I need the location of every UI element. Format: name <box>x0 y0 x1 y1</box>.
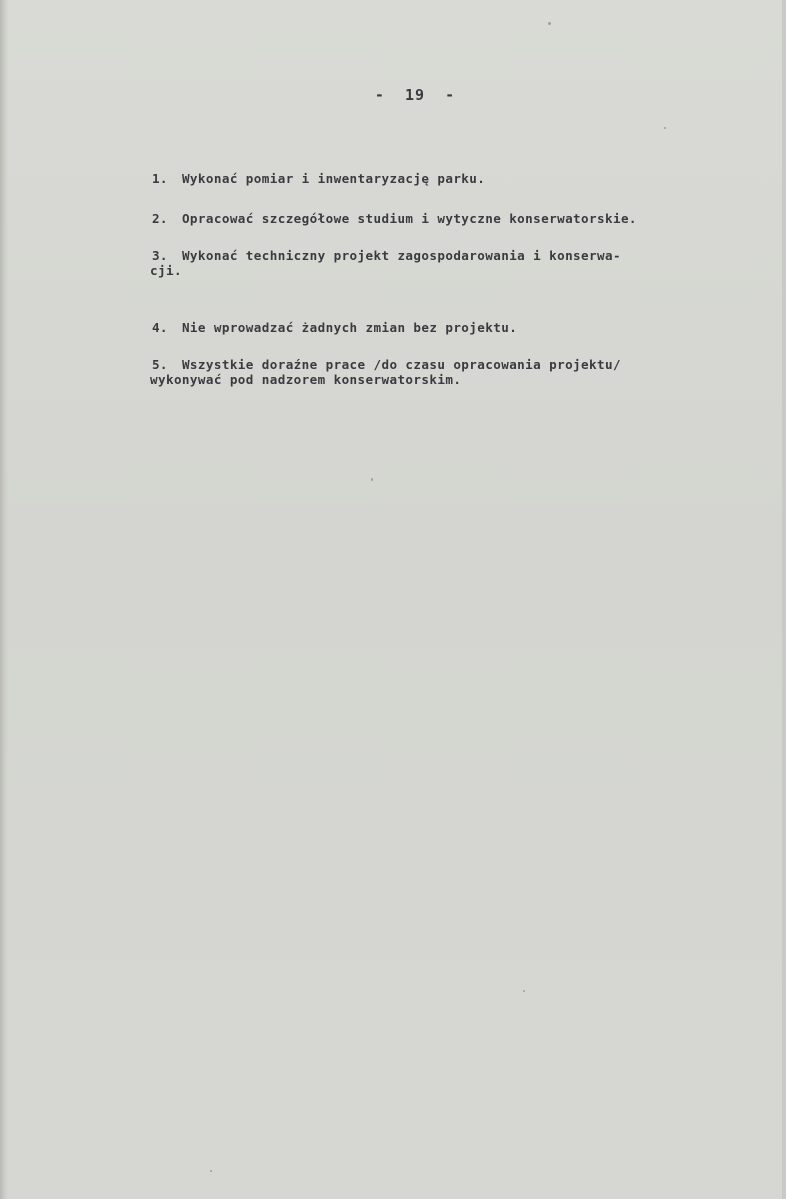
list-item-number: 5. <box>151 357 168 372</box>
paper-speck <box>210 1170 212 1172</box>
list-item-text: Nie wprowadzać żadnych zmian bez projektu. <box>181 320 518 335</box>
list-item-text: Opracować szczegółowe studium i wytyczne konserwatorskie. <box>181 211 637 226</box>
list-item-text: Wykonać techniczny projekt zagospodarowania i konserwa- <box>181 248 621 263</box>
list-item-3 <box>120 229 621 283</box>
list-item-number: 4. <box>151 320 168 335</box>
list-item-number: 1. <box>151 171 168 186</box>
list-item-text: Wykonać pomiar i inwentaryzację parku. <box>181 171 486 186</box>
paper-speck <box>664 127 666 129</box>
page-number: - 19 - <box>374 86 456 104</box>
paper-speck <box>371 478 373 481</box>
list-item-number: 3. <box>151 248 168 263</box>
list-item-5-continuation: wykonywać pod nadzorem konserwatorskim. <box>150 372 462 387</box>
paper-speck <box>523 990 525 992</box>
page-edge-right <box>782 0 786 1199</box>
list-item-number: 2. <box>151 211 168 226</box>
paper-speck <box>548 22 551 25</box>
page-edge-shadow <box>0 0 8 1199</box>
list-item-3-continuation: cji. <box>150 263 182 278</box>
list-item-text: Wszystkie doraźne prace /do czasu opracowania projektu/ <box>181 357 621 372</box>
